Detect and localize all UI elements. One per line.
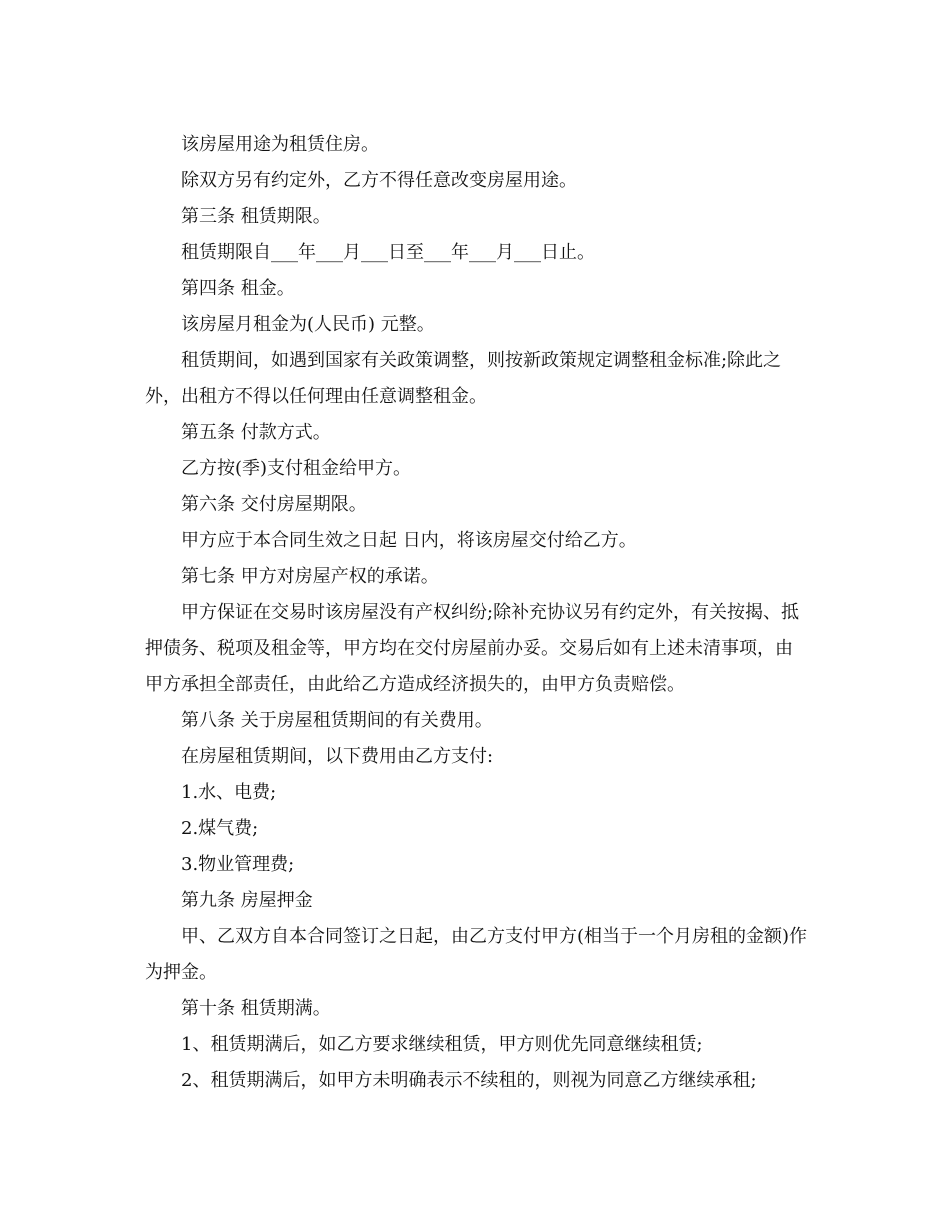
paragraph-payment: 乙方按(季)支付租金给甲方。 [181,458,412,479]
list-item-renewal-1: 1、租赁期满后，如乙方要求继续租赁，甲方则优先同意继续租赁; [181,1034,703,1055]
paragraph-lease-term: 租赁期限自___年___月___日至___年___月___日止。 [181,242,595,263]
article-10-heading: 第十条 租赁期满。 [181,998,331,1019]
article-9-heading: 第九条 房屋押金 [181,890,313,911]
list-item-renewal-2: 2、租赁期满后，如甲方未明确表示不续租的，则视为同意乙方继续承租; [181,1070,757,1091]
paragraph-property-warranty: 甲方保证在交易时该房屋没有产权纠纷;除补充协议另有约定外，有关按揭、抵押债务、税项及租金等，甲方均在交付房屋前办妥。交易后如有上述未清事项，由甲方承担全部责任，由此给乙方造成经济损失的，由甲方负责赔偿。 [145,602,800,695]
article-3-heading: 第三条 租赁期限。 [181,206,331,227]
article-6-heading: 第六条 交付房屋期限。 [181,494,367,515]
paragraph-usage: 该房屋用途为租赁住房。 [181,134,379,155]
paragraph-rent-adjustment: 租赁期间，如遇到国家有关政策调整，则按新政策规定调整租金标准;除此之外，出租方不得以任何理由任意调整租金。 [145,350,782,407]
article-5-heading: 第五条 付款方式。 [181,422,331,443]
paragraph-deposit: 甲、乙双方自本合同签订之日起，由乙方支付甲方(相当于一个月房租的金额)作为押金。 [145,926,808,983]
paragraph-delivery: 甲方应于本合同生效之日起 日内，将该房屋交付给乙方。 [181,530,637,551]
paragraph-expenses-intro: 在房屋租赁期间，以下费用由乙方支付: [181,746,494,767]
list-item-property-fee: 3.物业管理费; [181,854,295,875]
article-4-heading: 第四条 租金。 [181,278,295,299]
paragraph-monthly-rent: 该房屋月租金为(人民币) 元整。 [181,314,435,335]
list-item-gas: 2.煤气费; [181,818,259,839]
article-8-heading: 第八条 关于房屋租赁期间的有关费用。 [181,710,493,731]
article-7-heading: 第七条 甲方对房屋产权的承诺。 [181,566,439,587]
list-item-utilities: 1.水、电费; [181,782,277,803]
paragraph-usage-restriction: 除双方另有约定外，乙方不得任意改变房屋用途。 [181,170,577,191]
document-body [145,127,810,1099]
